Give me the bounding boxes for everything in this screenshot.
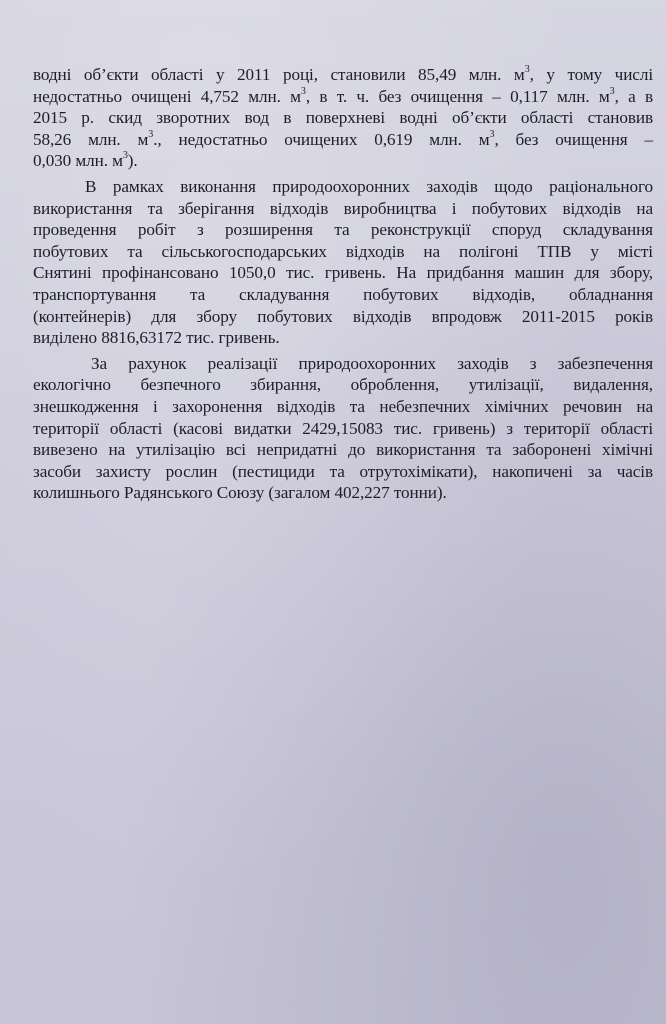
text-fragment: , у тому числі	[529, 65, 653, 84]
superscript: 3	[300, 85, 306, 97]
superscript: 3	[609, 85, 615, 97]
text-line: побутових та сільськогосподарських відходів на полігоні ТПВ у місті	[33, 241, 653, 261]
text-line: знешкодження і захоронення відходів та небезпечних хімічних речовин на	[33, 396, 653, 416]
superscript: 3	[489, 128, 495, 140]
text-line: транспортування та складування побутових відходів, обладнання	[33, 284, 653, 304]
text-line	[33, 150, 653, 172]
text-fragment: , без очищення –	[494, 129, 654, 149]
text-line: За рахунок реалізації природоохоронних заходів з забезпечення	[91, 353, 653, 373]
text-fragment: ., недостатньо очищених 0,619 млн. м	[153, 129, 490, 149]
paragraph-hazardous-chemicals	[33, 353, 653, 504]
superscript: 3	[122, 150, 128, 162]
text-fragment: недостатньо очищені 4,752 млн. м	[33, 86, 301, 106]
paragraph-wastewater	[33, 64, 653, 172]
text-line: використання та зберігання відходів виробництва і побутових відходів на	[33, 198, 653, 218]
text-line: вивезено на утилізацію всі непридатні до використання та заборонені хімічні	[33, 440, 653, 460]
text-line: території області (касові видатки 2429,15083 тис. гривень) з території області	[33, 418, 653, 438]
text-fragment: , в т. ч. без очищення – 0,117 млн. м	[305, 86, 610, 106]
text-line	[33, 86, 653, 108]
paragraph-waste-management	[33, 176, 653, 349]
superscript: 3	[524, 64, 530, 75]
text-fragment: 58,26 млн. м	[33, 129, 149, 149]
text-line: (контейнерів) для збору побутових відходів впродовж 2011-2015 років	[33, 306, 653, 326]
text-line: проведення робіт з розширення та реконструкції споруд складування	[33, 220, 653, 240]
text-fragment: ).	[127, 151, 138, 171]
text-line: екологічно безпечного збирання, оброблення, утилізації, видалення,	[33, 375, 653, 395]
document-body	[33, 64, 653, 504]
text-fragment: , а в	[614, 86, 653, 106]
text-line	[33, 129, 653, 151]
text-line: 2015 р. скид зворотних вод в поверхневі водні об’єкти області становив	[33, 108, 653, 128]
text-fragment: 0,030 млн. м	[33, 151, 123, 171]
text-line: В рамках виконання природоохоронних заходів щодо раціонального	[85, 176, 653, 196]
text-line: Снятині профінансовано 1050,0 тис. гривень. На придбання машин для збору,	[33, 263, 653, 283]
text-line	[33, 64, 653, 86]
text-fragment: водні об’єкти області у 2011 році, становили 85,49 млн. м	[33, 65, 525, 84]
superscript: 3	[148, 128, 154, 140]
text-line: засоби захисту рослин (пестициди та отрутохімікати), накопичені за часів	[33, 461, 653, 481]
text-line: виділено 8816,63172 тис. гривень.	[33, 328, 280, 348]
text-line: колишнього Радянського Союзу (загалом 402,227 тонни).	[33, 483, 447, 503]
